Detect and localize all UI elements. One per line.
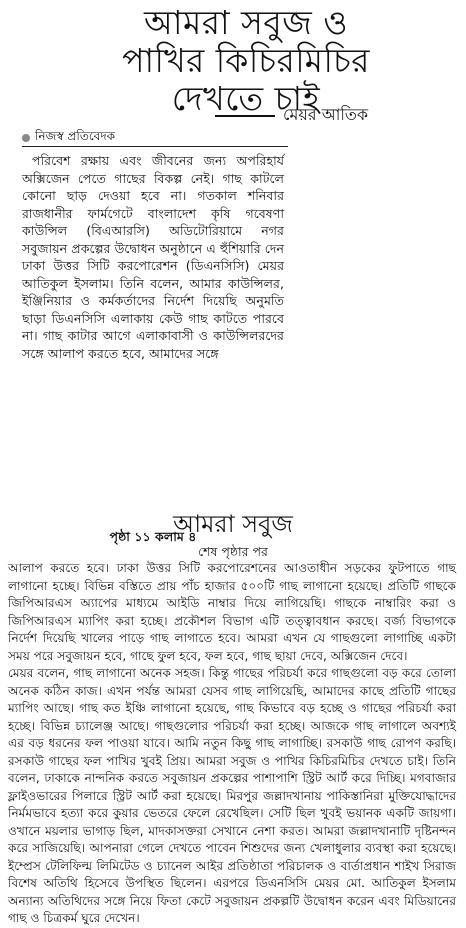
reporter-credit (22, 128, 115, 148)
byline (215, 102, 368, 129)
headline-line-3: দেখতে চাই (171, 79, 321, 118)
continuation-story (8, 560, 456, 928)
jump-line: পৃষ্ঠা ১১ কলাম ৪ (109, 529, 197, 544)
headline-line-1: আমরা সবুজ ও (144, 3, 348, 42)
continuation-paragraph: মেয়র বলেন, গাছ লাগানো অনেক সহজ। কিন্তু গাছের পরিচর্যা করে গাছগুলো বড় করে তোলা অনেক কঠিন কাজ। এখন পর্যন্ত আমরা যেসব গাছ লাগিয়েছি, আমাদের কাছে প্রতিটি গাছের ম্যাপিং আছে। গাছ কত ইঞ্চি লাগানো হয়েছে, গাছ কিভাবে বড় হচ্ছে ও গাছের পরিচর্যা করা হচ্ছে। বিভিন্ন চ্যালেঞ্জ আছে। গাছগুলোর পরিচর্যা করা হচ্ছে। আজকে গাছ লাগালে অবশ্যই এর বড় ধরনের ফল পাওয়া যাবে। আমি নতুন কিছু গাছ লাগাচ্ছি। রসকাউ গাছ রোপণ করছি। রসকাউ গাছের ফল পাখির খুবই প্রিয়। আমরা সবুজ ও পাখির কিচিরমিচির দেখতে চাই। তিনি বলেন, ঢাকাকে নান্দনিক করতে সবুজায়ন প্রকল্পের পাশাপাশি স্ট্রিট আর্ট করে দিচ্ছি। মগবাজার ফ্লাইওভারের পিলারে স্ট্রিট আর্ট করা হয়েছে। মিরপুর জল্লাদখানায় পাকিস্তানিরা মুক্তিযোদ্ধাদের নির্মমভাবে হত্যা করে কুয়ার ভেতরে ফেলে রেখেছিল। সেটি ছিল খুবই ভয়ানক একটি জায়গা। ওখানে ময়লার ভাগাড় ছিল, মাদকাসক্তরা সেখানে নেশা করত। আমরা জল্লাদখানাটি দৃষ্টিনন্দন করে সাজিয়েছি। আপনারা গেলে দেখতে পাবেন শিশুদের জন্য খেলাধুলার ব্যবস্থা করা হয়েছে। ইম্প্রেস টেলিফিল্ম লিমিটেড ও চ্যানেল আইর প্রতিষ্ঠাতা পরিচালক ও বার্তাপ্রধান শাইখ সিরাজ বিশেষ অতিথি হিসেবে উপস্থিত ছিলেন। এরপরে ডিএনসিসি মেয়র মো. আতিকুল ইসলাম অন্যান্য অতিথিদের সঙ্গে নিয়ে ফিতা কেটে সবুজায়ন প্রকল্পটি উদ্বোধন করেন এবং মিডিয়ানের গাছ ও চিত্রকর্ম ঘুরে দেখেন। (8, 666, 457, 925)
byline-text: মেয়র আতিক (283, 105, 369, 124)
headline-line-2: পাখির কিচিরমিচির (122, 41, 370, 80)
continuation-paragraph: আলাপ করতে হবে। ঢাকা উত্তর সিটি করপোরেশনের আওতাধীন সড়কের ফুটপাতে গাছ লাগানো হচ্ছে। বিভিন্ন বস্তিতে প্রায় পাঁচ হাজার ৫০০টি গাছ লাগানো হয়েছে। প্রতিটি গাছকে জিপিআরএস অ্যাপের মাধ্যমে আইডি নাম্বার দিয়ে লাগিয়েছি। গাছকে নাম্বারিং করা ও জিপিআরএস ম্যাপিং করা হচ্ছে। প্রকৌশল বিভাগ এটি তত্ত্বাবধান করছে। বর্জ্য বিভাগকে নির্দেশ দিয়েছি খালের পাড়ে গাছ লাগাতে হবে। আমরা এখন যে গাছগুলো লাগাচ্ছি একটা সময় পরে সবুজায়ন হবে, গাছে ফুল হবে, ফল হবে, গাছ ছায়া দেবে, অক্সিজেন দেবে। (8, 561, 456, 663)
reporter-text: নিজস্ব প্রতিবেদক (35, 129, 116, 143)
byline-dash (215, 115, 275, 117)
headline (36, 4, 456, 118)
continuation-title: আমরা সবুজ (173, 510, 293, 538)
continuation-subtitle: শেষ পৃষ্ঠার পর (198, 544, 268, 559)
divider-rule (22, 146, 288, 147)
bullet-dot-icon (22, 134, 30, 142)
front-story-paragraph: পরিবেশ রক্ষায় এবং জীবনের জন্য অপরিহার্য অক্সিজেন পেতে গাছের বিকল্প নেই। গাছ কাটলে কোনো ছাড় দেওয়া হবে না। গতকাল শনিবার রাজধানীর ফার্মগেটে বাংলাদেশ কৃষি গবেষণা কাউন্সিল (বিএআরসি) অডিটোরিয়ামে নগর সবুজায়ন প্রকল্পের উদ্বোধন অনুষ্ঠানে এ হুঁশিয়ারি দেন ঢাকা উত্তর সিটি করপোরেশন (ডিএনসিসি) মেয়র আতিকুল ইসলাম। তিনি বলেন, আমার কাউন্সিলর, ইঞ্জিনিয়ার ও কর্মকর্তাদের নির্দেশ দিয়েছি অনুমতি ছাড়া ডিএনসিসি এলাকায় কেউ গাছ কাটতে পারবে না। গাছ কাটার আগে এলাকাবাসী ও কাউন্সিলরদের সঙ্গে আলাপ করতে হবে, আমাদের সঙ্গে (22, 153, 284, 361)
